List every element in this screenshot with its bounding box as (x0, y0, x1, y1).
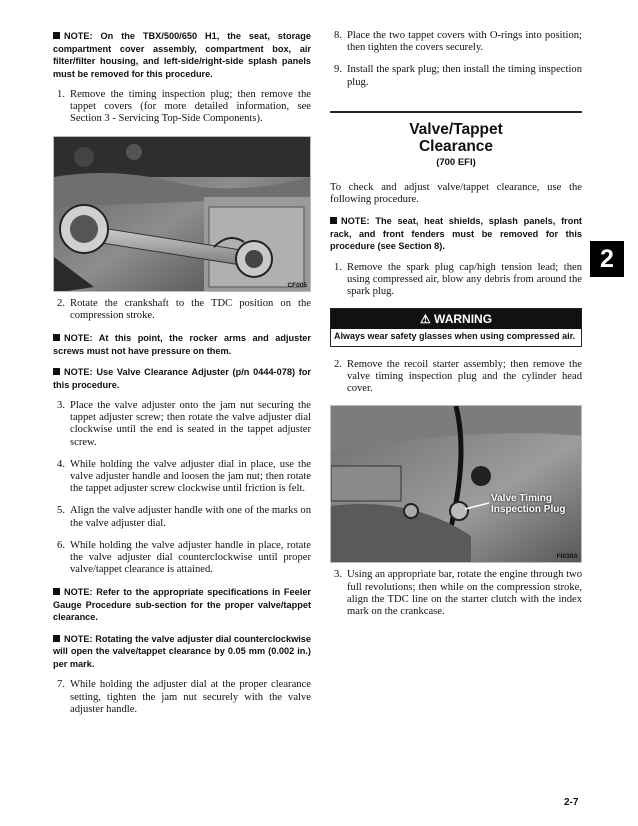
square-bullet-icon (53, 334, 60, 341)
section-title: Valve/Tappet Clearance (409, 120, 503, 155)
engine-photo-fi039a (330, 405, 582, 563)
valve-timing-image (331, 406, 582, 563)
note-rotating: NOTE: Rotating the valve adjuster dial counterclockwise will open the valve/tappet clearance by 0.05 mm (0.002 in.) per mark. (53, 633, 311, 669)
note-tbx: NOTE: On the TBX/500/650 H1, the seat, storage compartment cover assembly, compartment box, air filter/filter housing, and left-side/right-side splash panels must be removed for this procedure. (53, 31, 311, 79)
r-step-1: 1. Remove the spark plug cap/high tension lead; then using compressed air, blow any debris from around the spark plug. (334, 261, 582, 298)
r-step-3: 3. Using an appropriate bar, rotate the engine through two full revolutions; then while on the compression stroke, align the TDC line on the starter clutch with the index mark on the crankcase. (334, 569, 582, 618)
engine-photo-cf005 (53, 136, 311, 292)
left-column (53, 30, 311, 726)
step-4: 4. While holding the valve adjuster dial in place, use the valve adjuster handle and loosen the jam nut; then rotate the tappet adjuster screw clockwise until friction is felt. (57, 458, 311, 495)
note-specs: NOTE: Refer to the appropriate specifications in Feeler Gauge Procedure sub-section for the proper valve/tappet clearance. (53, 587, 311, 623)
note-rocker: NOTE: At this point, the rocker arms and adjuster screws must not have pressure on them. (53, 333, 311, 356)
step-6: 6. While holding the valve adjuster handle in place, rotate the valve adjuster dial counterclockwise until proper valve/tappet clearance is attained. (57, 539, 311, 576)
photo-caption: FI039A (556, 553, 578, 561)
intro-text: To check and adjust valve/tappet clearance, use the following procedure. (330, 181, 582, 206)
step-2: 2. Rotate the crankshaft to the TDC position on the compression stroke. (57, 297, 311, 321)
warning-header: ⚠ WARNING (331, 309, 581, 329)
square-bullet-icon (330, 217, 337, 224)
step-5: 5. Align the valve adjuster handle with one of the marks on the valve adjuster dial. (57, 505, 311, 529)
note-adjuster: NOTE: Use Valve Clearance Adjuster (p/n 0444-078) for this procedure. (53, 367, 311, 390)
section-tab: 2 (590, 241, 624, 277)
step-7: 7. While holding the adjuster dial at the proper clearance setting, tighten the jam nut securely with the valve adjuster handle. (57, 679, 311, 715)
right-column (330, 30, 582, 628)
section-subtitle: (700 EFI) (436, 156, 476, 168)
photo-label: Valve Timing Inspection Plug (491, 493, 566, 516)
step-3: 3. Place the valve adjuster onto the jam nut securing the tappet adjuster screw; then rotate the valve adjuster dial clockwise until the end is seated in the tappet adjuster screw. (57, 400, 311, 448)
square-bullet-icon (53, 368, 60, 375)
warning-body: Always wear safety glasses when using compressed air. (334, 331, 576, 342)
step-8: 8. Place the two tappet covers with O-rings into position; then tighten the covers securely. (334, 30, 582, 54)
note-seat: NOTE: The seat, heat shields, splash panels, front rack, and front fenders must be removed for this procedure (see Section 8). (330, 216, 582, 252)
step-1: 1. Remove the timing inspection plug; then remove the tappet covers (for more detailed information, see Section 3 - Servicing Top-Side Components). (57, 89, 311, 125)
section-heading (330, 111, 582, 168)
square-bullet-icon (53, 588, 60, 595)
r-step-2: 2. Remove the recoil starter assembly; then remove the valve timing inspection plug and the cylinder head cover. (334, 358, 582, 395)
engine-wrench-image (54, 137, 311, 292)
photo-caption: CF005 (287, 281, 307, 289)
square-bullet-icon (53, 635, 60, 642)
step-9: 9. Install the spark plug; then install the timing inspection plug. (334, 64, 582, 88)
warning-box (330, 308, 582, 347)
square-bullet-icon (53, 32, 60, 39)
page-number: 2-7 (564, 797, 579, 808)
warning-triangle-icon: ⚠ (419, 312, 431, 327)
